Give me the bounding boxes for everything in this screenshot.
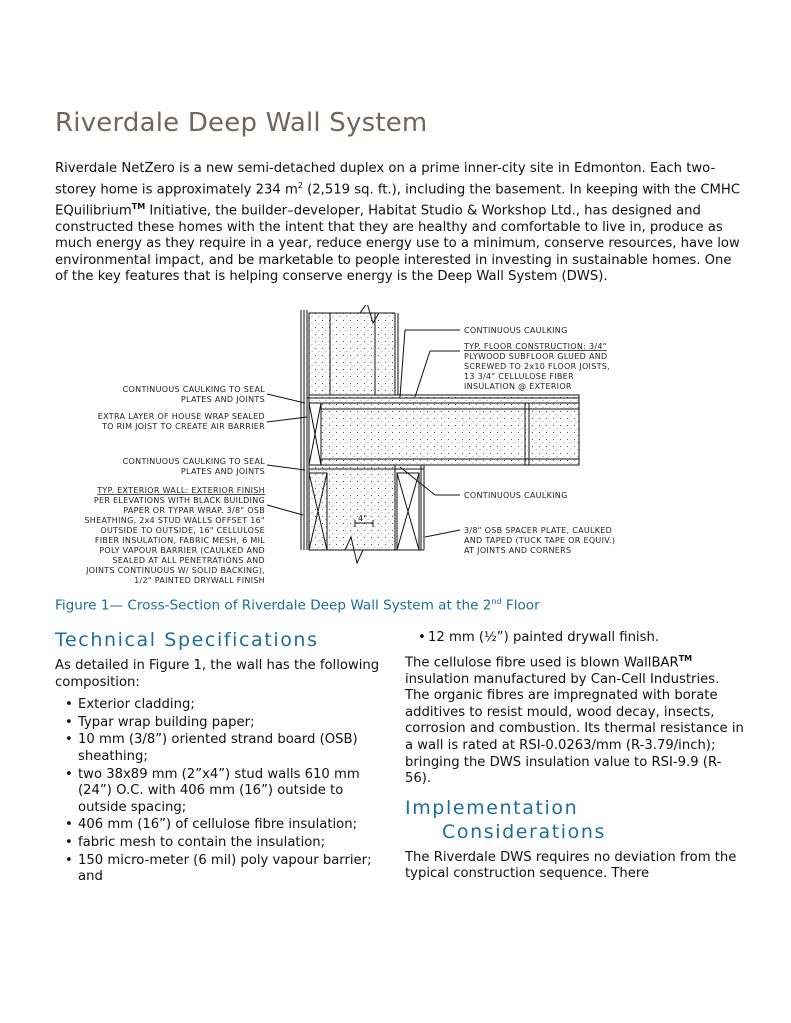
figure-caption [55,597,540,614]
label-right-4-line1: 3/8" OSB SPACER PLATE, CAULKED [464,526,613,535]
list-item: • two 38x89 mm (2”x4”) stud walls 610 mm (24”) O.C. with 406 mm (16”) outside to outside spacing; [65,767,385,817]
label-left-3-line2: PLATES AND JOINTS [180,467,265,476]
label-right-4-line3: AT JOINTS AND CORNERS [464,546,572,555]
implementation-text: The Riverdale DWS requires no deviation from the typical construction sequence. There [405,849,737,882]
label-left-4-line5: OUTSIDE TO OUTSIDE, 16" CELLULOSE [100,526,265,535]
right-column [405,630,745,883]
cellulose-paragraph [405,651,745,788]
page-title: Riverdale Deep Wall System [55,108,428,138]
list-item: • 406 mm (16”) of cellulose fibre insulation; [65,817,385,834]
dimension-label: 4" [358,514,368,523]
label-left-4-line4: SHEATHING, 2x4 STUD WALLS OFFSET 16" [84,516,265,525]
label-left-4-line3: PAPER OR TYPAR WRAP. 3/8" OSB [123,506,265,515]
intro-text-3: Initiative, the builder–developer, Habitat Studio & Workshop Ltd., has designed and constructed these homes with the intent that they are healthy and comfortable to live in, produce as much energy as they require in a year, reduce energy use to a minimum, conserve resources, have low environmental impact, and be marketable to people interested in investing in sustainable homes. One of the key features that is helping conserve energy is the Deep Wall System (DWS). [55,202,740,285]
list-item: • fabric mesh to contain the insulation; [65,835,385,852]
label-right-2-line5: INSULATION @ EXTERIOR [464,382,572,391]
label-left-2-line1: EXTRA LAYER OF HOUSE WRAP SEALED [97,412,265,421]
label-left-4-line9: JOINTS CONTINUOUS W/ SOLID BACKING), [86,566,265,575]
intro-text-1: Riverdale NetZero is a new semi-detached duplex on a prime inner-city site in Edmonton. Each two-storey home is approximately 234 m [55,161,716,197]
label-left-4-line2: PER ELEVATIONS WITH BLACK BUILDING [93,496,265,505]
label-left-4-line7: POLY VAPOUR BARRIER (CAULKED AND [99,546,265,555]
intro-superscript: 2 [297,180,303,190]
tech-spec-intro: As detailed in Figure 1, the wall has the following composition: [55,658,380,690]
figure-caption-superscript: nd [491,597,502,606]
trademark-mark: TM [678,653,693,663]
figure-caption-end: Floor [501,597,540,614]
label-right-1: CONTINUOUS CAULKING [464,326,568,335]
spec-list [55,697,385,886]
list-item: • Exterior cladding; [65,697,385,714]
list-item: • 10 mm (3/8”) oriented strand board (OSB) sheathing; [65,732,385,765]
list-item: • 12 mm (½”) painted drywall finish. [418,630,745,647]
label-right-3: CONTINUOUS CAULKING [464,491,568,500]
label-left-1-line1: CONTINUOUS CAULKING TO SEAL [122,385,265,394]
label-right-2-line2: PLYWOOD SUBFLOOR GLUED AND [464,352,608,361]
label-left-4-line10: 1/2" PAINTED DRYWALL FINISH [134,576,265,585]
label-left-4-line1: TYP. EXTERIOR WALL: EXTERIOR FINISH [97,486,265,495]
intro-paragraph [55,161,745,286]
label-left-4-line6: FIBER INSULATION, FABRIC MESH, 6 MIL [94,536,265,545]
implementation-heading [405,796,745,844]
label-right-4-line2: AND TAPED (TUCK TAPE OR EQUIV.) [464,536,616,545]
list-item: • 150 micro-meter (6 mil) poly vapour barrier; and [65,853,385,886]
label-left-4-line8: SEALED AT ALL PENETRATIONS AND [112,556,265,565]
cellulose-text-1: The cellulose fibre used is blown WallBAR [405,654,679,670]
implementation-heading-line2: Considerations [442,820,607,843]
wall-cross-section-drawing [55,305,745,597]
label-left-1-line2: PLATES AND JOINTS [180,395,265,404]
label-left-3-line1: CONTINUOUS CAULKING TO SEAL [122,457,265,466]
trademark-mark: TM [131,201,146,211]
implementation-heading-line1: Implementation [405,796,579,819]
label-right-2-line4: 13 3/4" CELLULOSE FIBER [464,372,574,381]
left-column [55,628,385,887]
label-left-2-line2: TO RIM JOIST TO CREATE AIR BARRIER [101,422,265,431]
label-right-2-line3: SCREWED TO 2x10 FLOOR JOISTS, [464,362,610,371]
figure-caption-text: Figure 1— Cross-Section of Riverdale Deep Wall System at the 2 [55,597,492,614]
intro-text-2: (2,519 sq. ft.), including the basement. In keeping with the CMHC EQuilibrium [55,181,741,218]
label-right-2-line1: TYP. FLOOR CONSTRUCTION: 3/4" [464,342,607,351]
cellulose-text-2: insulation manufactured by Can-Cell Industries. The organic fibres are impregnated with borate additives to resist mould, wood decay, insects, corrosion and combustion. Its thermal resistance in a wall is rated at RSI-0.0263/mm (R-3.79/inch); bringing the DWS insulation value to RSI-9.9 (R-56). [405,671,744,787]
tech-spec-heading: Technical Specifications [55,629,319,651]
list-item: • Typar wrap building paper; [65,715,385,732]
